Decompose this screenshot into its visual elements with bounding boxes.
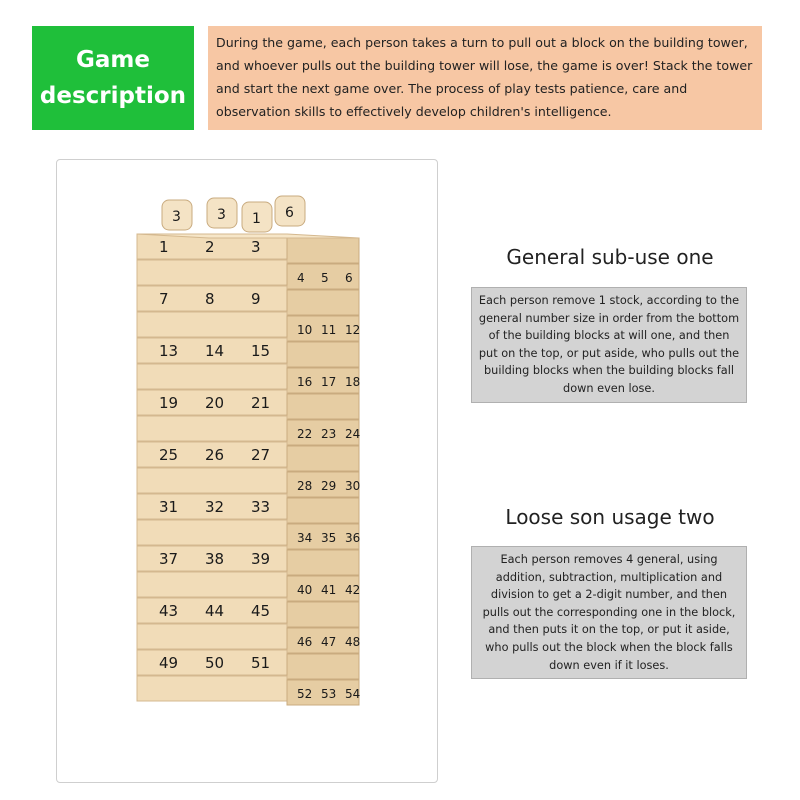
block-number: 14 [205,342,225,360]
block-number: 15 [251,342,271,360]
block-front [137,624,287,649]
block-number: 32 [205,498,225,516]
block-number: 3 [251,238,261,256]
block-number: 4 [297,271,305,285]
block-number: 49 [159,654,179,672]
block-front [137,312,287,337]
block-number: 39 [251,550,271,568]
usage-one-text: Each person remove 1 stock, according to the general number size in order from the bottom of the building blocks at will one, and then put on the top, or put aside, who pulls out the building blocks when the building blocks fall down even lose. [471,287,747,403]
block-number: 25 [159,446,179,464]
dice-group [162,196,305,232]
block-side [287,602,359,627]
block-number: 31 [159,498,179,516]
block-number: 6 [345,271,353,285]
block-number: 46 [297,635,313,649]
block-number: 23 [321,427,337,441]
usage-one-title: General sub-use one [506,245,714,269]
block-side [287,446,359,471]
block-number: 43 [159,602,179,620]
block-number: 7 [159,290,169,308]
block-side [287,394,359,419]
block-number: 54 [345,687,361,701]
block-side [287,498,359,523]
block-number: 10 [297,323,313,337]
tower-illustration [57,160,437,782]
block-number: 20 [205,394,225,412]
block-number: 29 [321,479,337,493]
block-number: 24 [345,427,361,441]
block-number: 40 [297,583,313,597]
block-number: 27 [251,446,271,464]
block-number: 18 [345,375,361,389]
block-number: 26 [205,446,225,464]
block-number: 12 [345,323,361,337]
block-number: 22 [297,427,313,441]
block-side [287,290,359,315]
block-number: 35 [321,531,337,545]
block-front [137,572,287,597]
block-front [137,520,287,545]
block-number: 33 [251,498,271,516]
block-number: 44 [205,602,225,620]
badge-line-1: Game [76,47,150,73]
block-front [137,416,287,441]
game-description-text: During the game, each person takes a turn to pull out a block on the building tower, and whoever pulls out the building tower will lose, the game is over! Stack the tower and start the next game over. The process of play tests patience, care and observation skills to effectively develop children's intelligence. [208,26,762,130]
tower-body [137,234,360,705]
block-number: 53 [321,687,337,701]
block-number: 47 [321,635,337,649]
block-number: 34 [297,531,313,545]
block-number: 13 [159,342,179,360]
block-number: 9 [251,290,261,308]
tower-photo [56,159,438,783]
block-number: 45 [251,602,271,620]
die-number: 1 [252,211,261,227]
block-number: 41 [321,583,337,597]
block-number: 38 [205,550,225,568]
block-side [287,654,359,679]
block-number: 8 [205,290,215,308]
block-number: 2 [205,238,215,256]
block-number: 42 [345,583,361,597]
block-number: 21 [251,394,271,412]
block-number: 37 [159,550,179,568]
game-description-badge [32,26,194,130]
block-side [287,238,359,263]
block-number: 11 [321,323,337,337]
usage-two-title: Loose son usage two [505,505,715,529]
die-number: 3 [172,209,181,225]
block-front [137,676,287,701]
block-number: 30 [345,479,361,493]
block-number: 16 [297,375,313,389]
block-front [137,468,287,493]
block-number: 51 [251,654,271,672]
block-number: 36 [345,531,361,545]
block-number: 52 [297,687,313,701]
block-number: 5 [321,271,329,285]
block-number: 28 [297,479,313,493]
block-front [137,364,287,389]
block-number: 48 [345,635,361,649]
usage-two-text: Each person removes 4 general, using addition, subtraction, multiplication and division to get a 2-digit number, and then pulls out the corresponding one in the block, and then puts it on the top, or put it aside, who pulls out the block when the block falls down even if it loses. [471,546,747,679]
die-number: 6 [285,205,294,221]
block-side [287,550,359,575]
block-front [137,260,287,285]
block-side [287,342,359,367]
block-number: 1 [159,238,169,256]
block-number: 50 [205,654,225,672]
block-number: 19 [159,394,179,412]
die-number: 3 [217,207,226,223]
block-number: 17 [321,375,337,389]
badge-line-2: description [39,83,187,109]
